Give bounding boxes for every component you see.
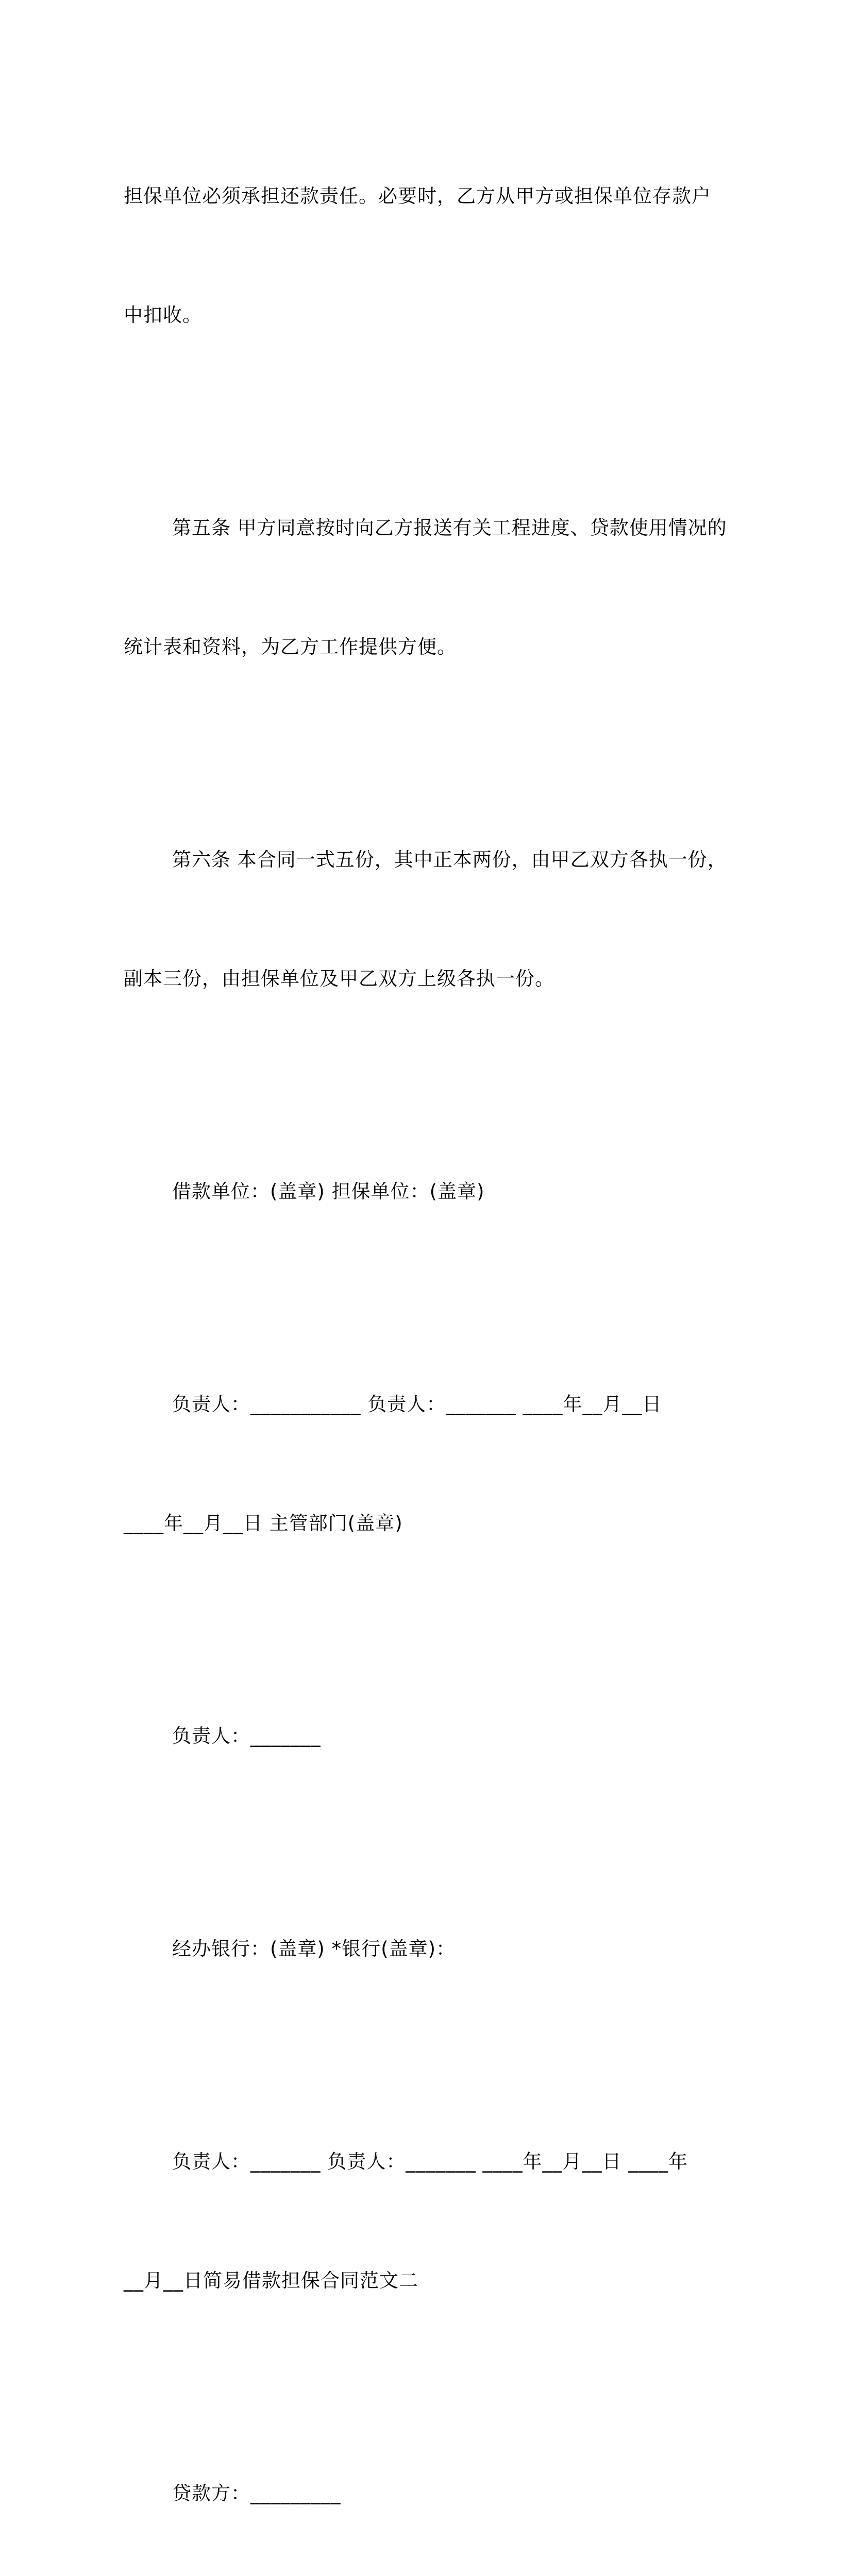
signature-responsible-person	[124, 1637, 721, 1835]
signature-responsible-persons	[124, 1305, 721, 1622]
text-line: 负责人：_______ 负责人：_______ ____年__月__日 ____年	[172, 2150, 688, 2173]
text-line: 第六条 本合同一式五份，其中正本两份，由甲乙双方各执一份，	[172, 849, 727, 871]
text-line: 负责人：___________ 负责人：_______ ____年__月__日	[172, 1393, 662, 1415]
text-line: 担保单位必须承担还款责任。必要时，乙方从甲方或担保单位存款户	[124, 185, 711, 207]
paragraph-guarantor-liability	[124, 97, 721, 414]
text-line: ____年__月__日 主管部门(盖章)	[124, 1512, 403, 1534]
text-line: 借款单位：(盖章) 担保单位：(盖章)	[172, 1180, 485, 1202]
text-line: 负责人：_______	[172, 1725, 321, 1747]
text-line: __月__日简易借款担保合同范文二	[124, 2269, 418, 2292]
signature-borrower-guarantor	[124, 1092, 721, 1291]
lender-field	[124, 2394, 721, 2576]
signature-bank-responsible-persons	[124, 2062, 721, 2380]
text-line: 中扣收。	[124, 304, 202, 326]
text-line: 经办银行：(盖章) *银行(盖章)：	[172, 1938, 456, 1960]
text-line: 副本三份，由担保单位及甲乙双方上级各执一份。	[124, 968, 554, 990]
document-body	[124, 97, 727, 2576]
paragraph-article-6	[124, 760, 727, 1078]
text-line: 贷款方：_________	[172, 2482, 341, 2504]
paragraph-article-5	[124, 429, 727, 746]
text-line: 第五条 甲方同意按时向乙方报送有关工程进度、贷款使用情况的	[172, 517, 727, 539]
signature-banks	[124, 1850, 721, 2048]
text-line: 统计表和资料，为乙方工作提供方便。	[124, 636, 457, 658]
